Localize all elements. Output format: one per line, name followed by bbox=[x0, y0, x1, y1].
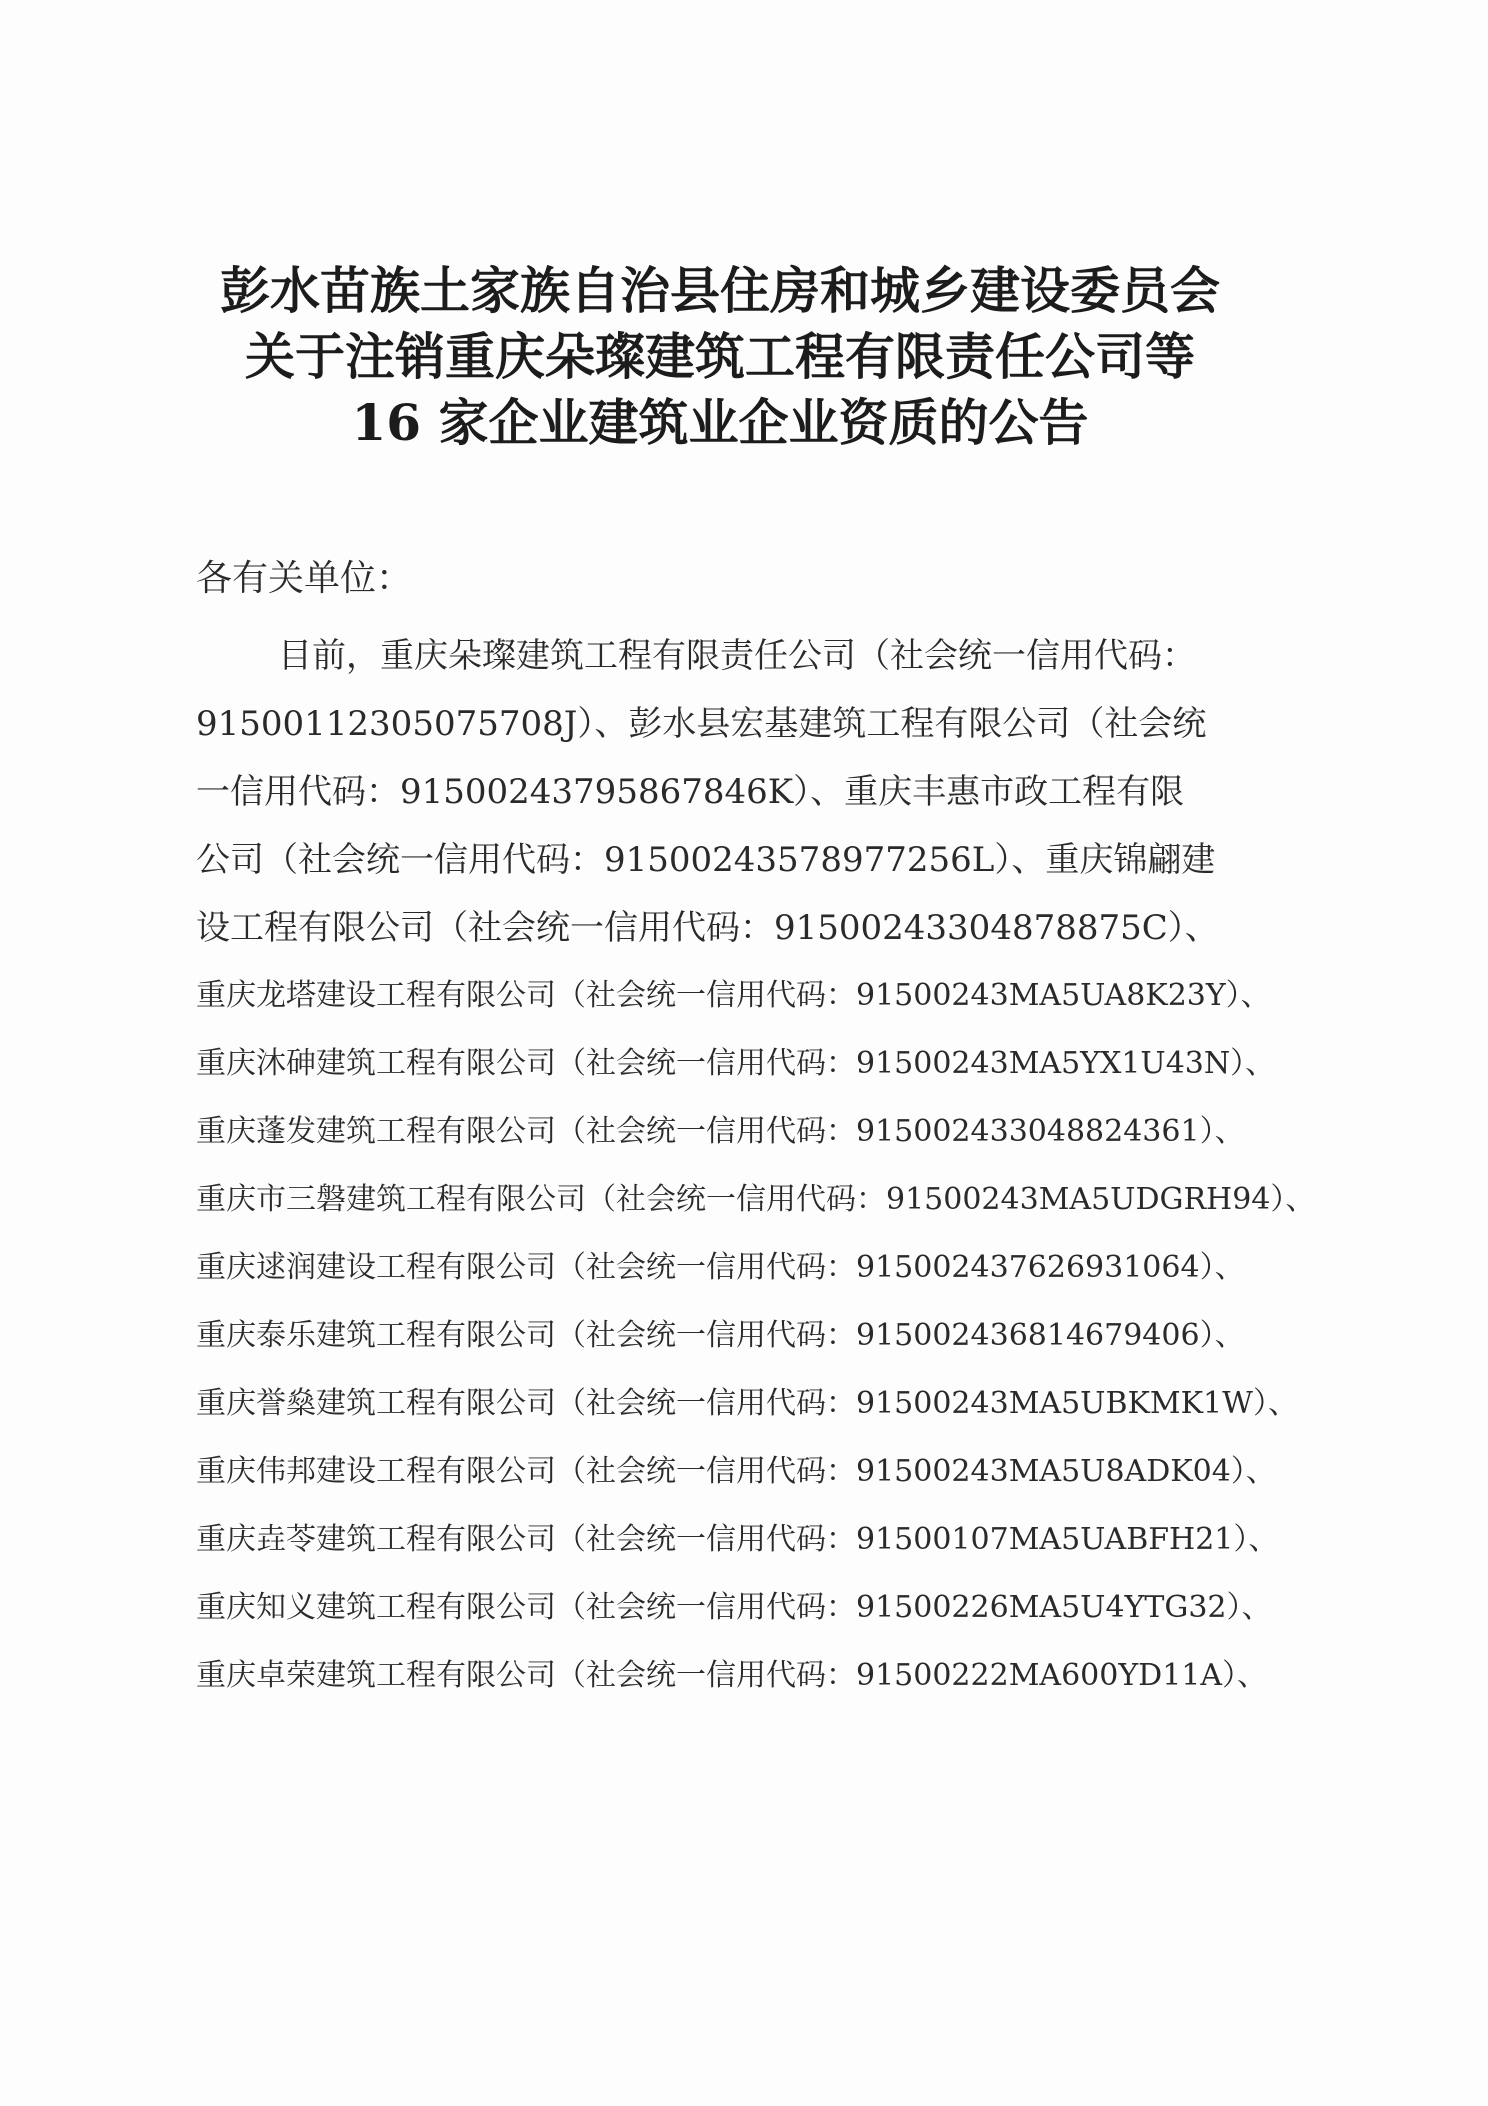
company-line: 重庆龙塔建设工程有限公司（社会统一信用代码：91500243MA5UA8K23Y）、 bbox=[196, 978, 1271, 1013]
company-line: 重庆蓬发建筑工程有限公司（社会统一信用代码：91500243304882436​1）、 bbox=[196, 1114, 1245, 1149]
salutation: 各有关单位： bbox=[196, 558, 413, 599]
company-line: 重庆垚苓建筑工程有限公司（社会统一信用代码：91500107MA5UABFH21）、 bbox=[196, 1522, 1279, 1557]
body-line: 一信用代码：91500243795867846K）、重庆丰惠市政工程有限 bbox=[196, 772, 1185, 812]
company-line: 重庆誉燊建筑工程有限公司（社会统一信用代码：91500243MA5UBKMK1W）、 bbox=[196, 1386, 1298, 1421]
body-line: 公司（社会统一信用代码：91500243578977256L）、重庆锦翩建 bbox=[196, 840, 1216, 880]
company-line: 重庆市三磐建筑工程有限公司（社会统一信用代码：91500243MA5UDGRH94）、 bbox=[196, 1182, 1316, 1217]
body-line: 91500112305075708J）、彭水县宏基建筑工程有限公司（社会统 bbox=[196, 704, 1207, 744]
body-line: 设工程有限公司（社会统一信用代码：91500243304878875C）、 bbox=[196, 908, 1219, 948]
company-line: 重庆知义建筑工程有限公司（社会统一信用代码：91500226MA5U4YTG32）、 bbox=[196, 1590, 1272, 1625]
document-body bbox=[196, 622, 1316, 1710]
company-line: 重庆逑润建设工程有限公司（社会统一信用代码：91500243762693106​4）、 bbox=[196, 1250, 1245, 1285]
title-line-3: 16 家企业建筑业企业资质的公告 bbox=[351, 393, 1089, 452]
title-line-2: 关于注销重庆朵璨建筑工程有限责任公司等 bbox=[245, 327, 1195, 386]
document-title bbox=[150, 258, 1290, 456]
body-line: 目前，重庆朵璨建筑工程有限责任公司（社会统一信用代码： bbox=[278, 636, 1196, 676]
company-line: 重庆沐砷建筑工程有限公司（社会统一信用代码：91500243MA5YX1U43N）、 bbox=[196, 1046, 1276, 1081]
company-line: 重庆泰乐建筑工程有限公司（社会统一信用代码：91500243681467940​6）、 bbox=[196, 1318, 1245, 1353]
title-line-1: 彭水苗族土家族自治县住房和城乡建设委员会 bbox=[220, 261, 1220, 320]
company-line: 重庆卓荣建筑工程有限公司（社会统一信用代码：91500222MA600YD11A）、 bbox=[196, 1658, 1268, 1693]
company-line: 重庆伟邦建设工程有限公司（社会统一信用代码：91500243MA5U8ADK04）、 bbox=[196, 1454, 1276, 1489]
